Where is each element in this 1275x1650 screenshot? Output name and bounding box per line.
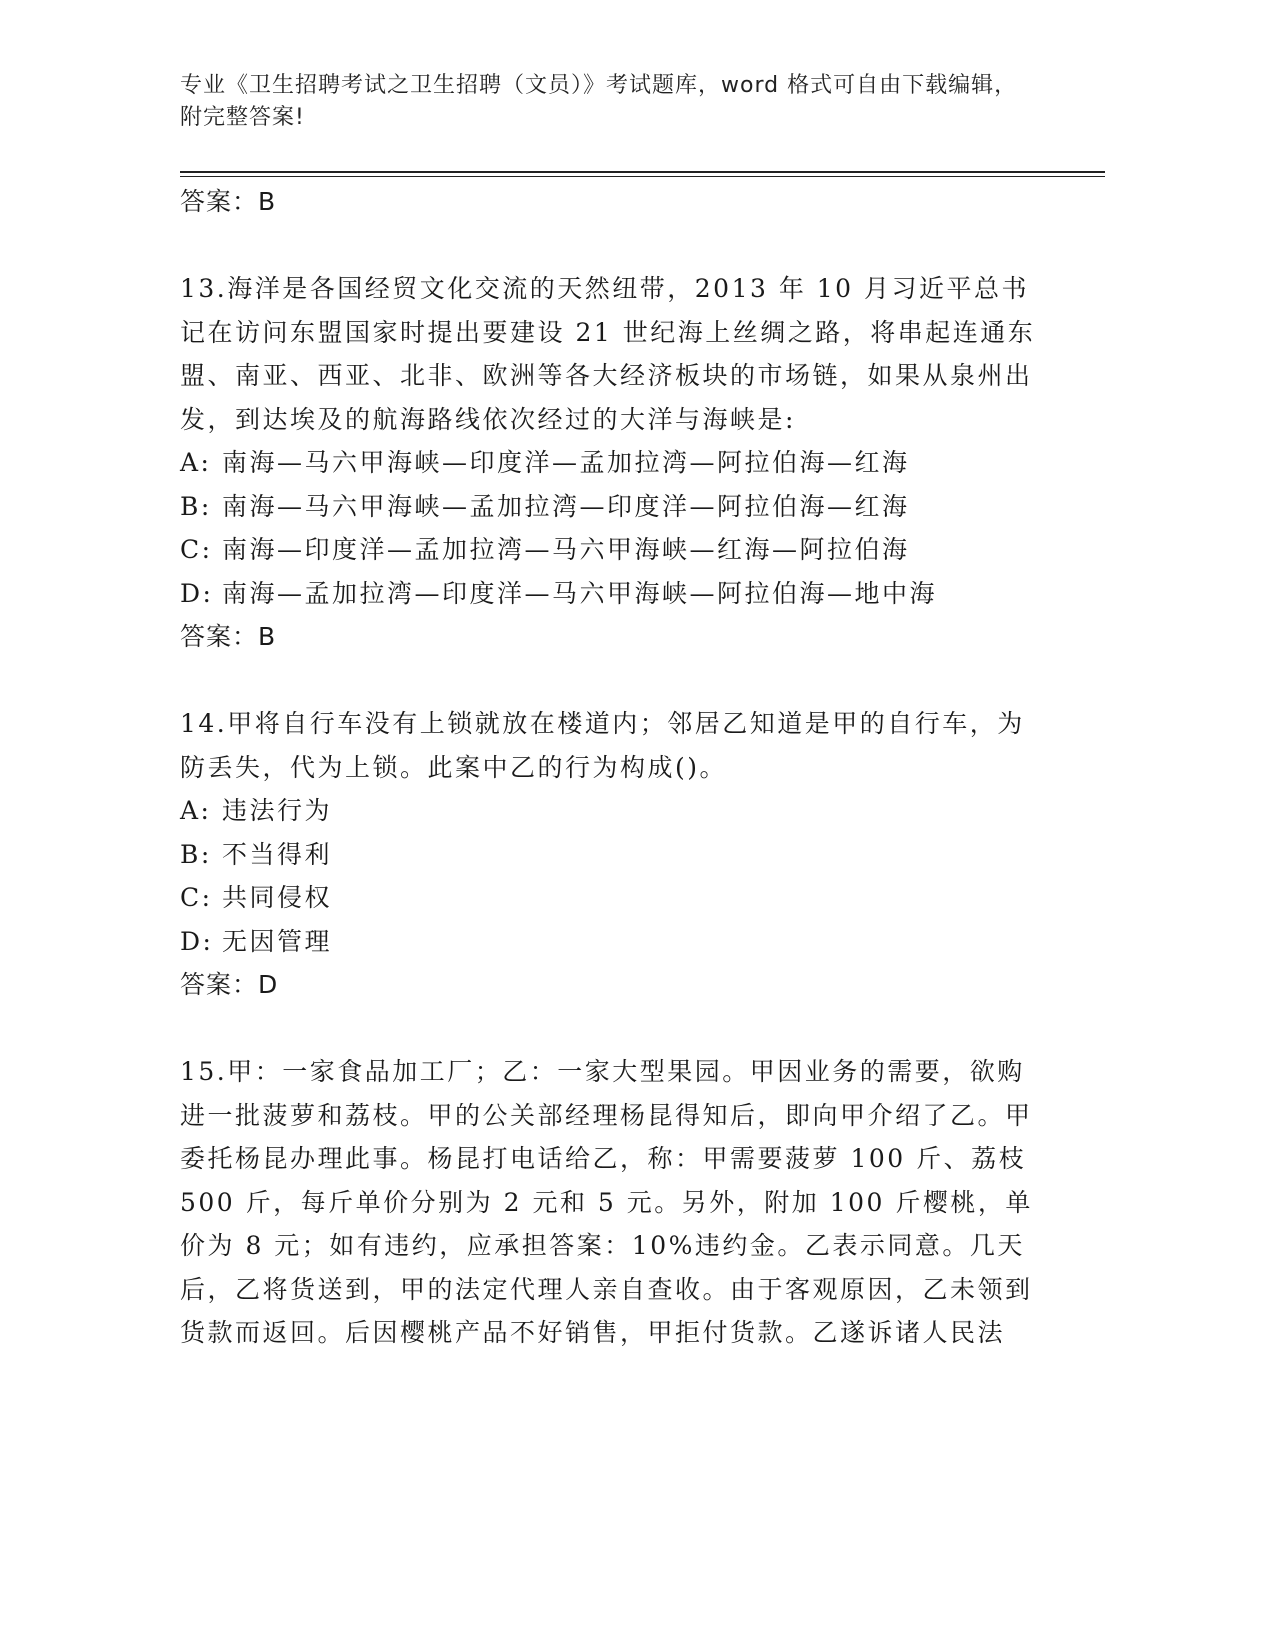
option-b (180, 833, 1040, 877)
question-stem: 13.海洋是各国经贸文化交流的天然纽带，2013 年 10 月习近平总书记在访问东盟国家时提出要建设 21 世纪海上丝绸之路，将串起连通东盟、南亚、西亚、北非、欧洲等各大经济板块的市场链，如果从泉州出发，到达埃及的航海路线依次经过的大洋与海峡是: (180, 274, 1036, 434)
option-key: B: (180, 839, 212, 869)
answer-prefix: 答案： (180, 187, 259, 216)
question-13 (180, 267, 1040, 659)
answer-line (180, 180, 1040, 224)
header-divider (180, 171, 1105, 173)
option-key: A: (180, 448, 212, 477)
option-key: A: (180, 796, 212, 825)
answer-prefix: 答案： (180, 622, 259, 651)
option-b (180, 485, 1040, 529)
answer-value: D (258, 970, 279, 999)
option-a (180, 441, 1040, 485)
question-stem: 15.甲：一家食品加工厂；乙：一家大型果园。甲因业务的需要，欲购进一批菠萝和荔枝。甲的公关部经理杨昆得知后，即向甲介绍了乙。甲委托杨昆办理此事。杨昆打电话给乙，称：甲需要菠萝 100 斤、荔枝 500 斤，每斤单价分别为 2 元和 5 元。另外，附加 100 斤樱桃，单价为 8 元；如有违约，应承担答案：10%违约金。乙表示同意。几天后，乙将货送到，甲的法定代理人亲自查收。由于客观原因，乙未领到货款而返回。后因樱桃产品不好销售，甲拒付货款。乙遂诉诸人民法 (180, 1057, 1033, 1347)
option-c (180, 876, 1040, 920)
option-d (180, 572, 1040, 616)
answer-value: B (258, 622, 277, 651)
option-text: 南海—孟加拉湾—印度洋—马六甲海峡—阿拉伯海—地中海 (222, 578, 938, 608)
answer-line (180, 615, 1040, 659)
option-text: 无因管理 (222, 926, 333, 956)
option-key: D: (180, 926, 214, 956)
header-divider-thin (180, 176, 1105, 177)
answer-value: B (258, 187, 277, 216)
option-text: 南海—马六甲海峡—孟加拉湾—印度洋—阿拉伯海—红海 (222, 491, 910, 521)
option-key: C: (180, 535, 213, 564)
header-text: 专业《卫生招聘考试之卫生招聘（文员）》考试题库，word 格式可自由下载编辑，附完整答案! (180, 73, 1018, 130)
question-14 (180, 702, 1040, 1007)
option-text: 南海—印度洋—孟加拉湾—马六甲海峡—红海—阿拉伯海 (222, 535, 910, 564)
option-key: B: (180, 491, 212, 521)
question-stem: 14.甲将自行车没有上锁就放在楼道内；邻居乙知道是甲的自行车，为防丢失，代为上锁。此案中乙的行为构成()。 (180, 709, 1025, 782)
option-text: 不当得利 (222, 839, 333, 869)
option-key: D: (180, 578, 214, 608)
document-body (180, 180, 1040, 1355)
answer-line (180, 963, 1040, 1007)
option-key: C: (180, 883, 213, 912)
answer-prefix: 答案： (180, 970, 259, 999)
option-a (180, 789, 1040, 833)
option-c (180, 528, 1040, 572)
option-d (180, 920, 1040, 964)
option-text: 违法行为 (222, 796, 333, 825)
question-15 (180, 1050, 1040, 1355)
option-text: 共同侵权 (222, 883, 333, 912)
document-header (180, 70, 1040, 134)
option-text: 南海—马六甲海峡—印度洋—孟加拉湾—阿拉伯海—红海 (222, 448, 910, 477)
